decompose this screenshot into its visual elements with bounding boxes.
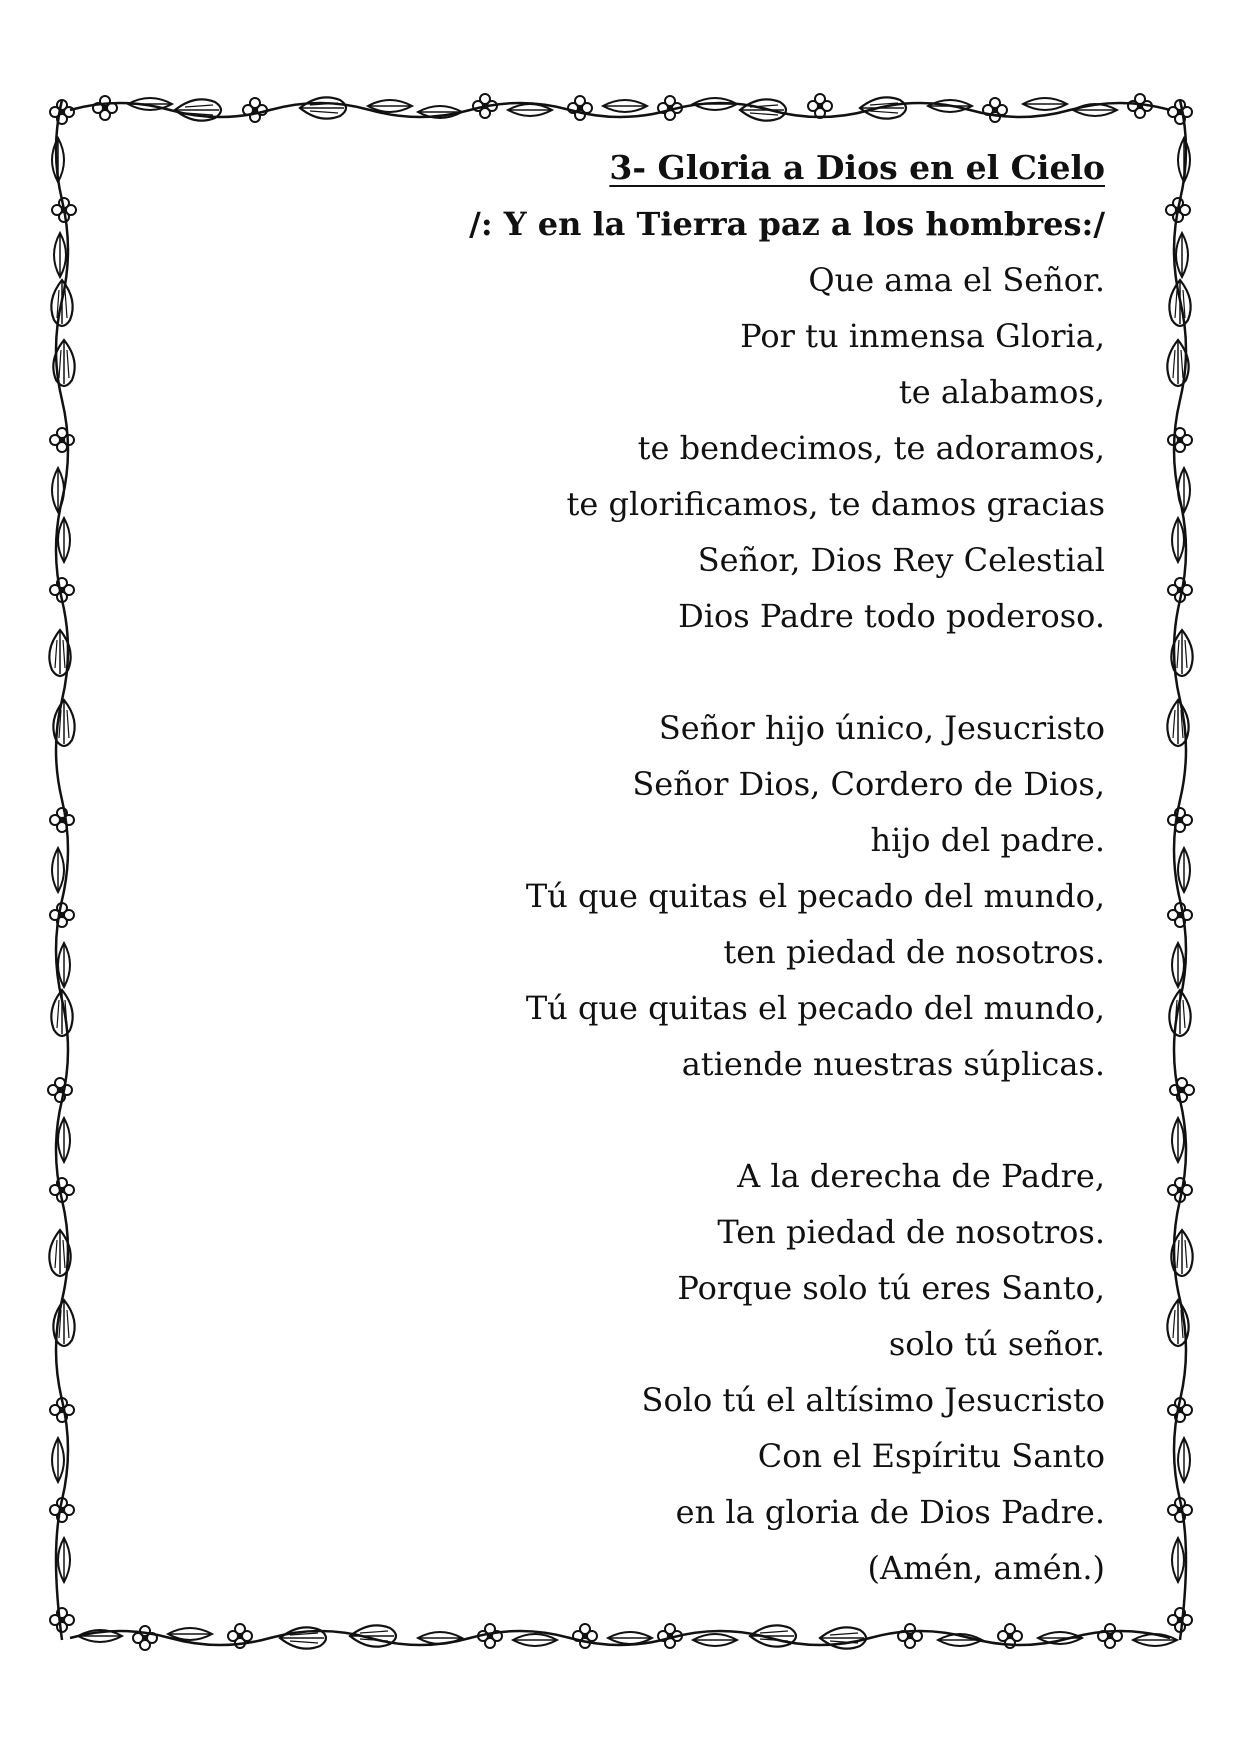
verse-line: Señor Dios, Cordero de Dios,	[632, 765, 1105, 803]
stanza-gap	[345, 1092, 1105, 1148]
verse-line: hijo del padre.	[870, 821, 1105, 859]
verse-line: te bendecimos, te adoramos,	[637, 429, 1105, 467]
verse-line: Solo tú el altísimo Jesucristo	[641, 1381, 1105, 1419]
verse-line: Dios Padre todo poderoso.	[678, 597, 1105, 635]
verse-line: Señor hijo único, Jesucristo	[658, 709, 1105, 747]
stanza-3	[345, 1148, 1105, 1596]
hymn-subtitle: /: Y en la Tierra paz a los hombres:/	[469, 205, 1105, 243]
verse-line: solo tú señor.	[888, 1325, 1105, 1363]
stanza-1	[345, 252, 1105, 644]
verse-line: A la derecha de Padre,	[737, 1157, 1105, 1195]
verse-line: te alabamos,	[898, 373, 1105, 411]
verse-line: Por tu inmensa Gloria,	[740, 317, 1105, 355]
verse-line: Con el Espíritu Santo	[757, 1437, 1105, 1475]
verse-line: (Amén, amén.)	[867, 1549, 1105, 1587]
verse-line: Porque solo tú eres Santo,	[677, 1269, 1105, 1307]
stanza-gap	[345, 644, 1105, 700]
verse-line: Que ama el Señor.	[808, 261, 1105, 299]
verse-line: atiende nuestras súplicas.	[681, 1045, 1105, 1083]
hymn-text	[345, 140, 1105, 1596]
verse-line: en la gloria de Dios Padre.	[675, 1493, 1105, 1531]
stanza-2	[345, 700, 1105, 1092]
verse-line: ten piedad de nosotros.	[723, 933, 1105, 971]
verse-line: Señor, Dios Rey Celestial	[697, 541, 1105, 579]
verse-line: Tú que quitas el pecado del mundo,	[525, 877, 1105, 915]
hymn-title: 3- Gloria a Dios en el Cielo	[609, 148, 1105, 187]
verse-line: Ten piedad de nosotros.	[717, 1213, 1105, 1251]
verse-line: te glorificamos, te damos gracias	[566, 485, 1105, 523]
verse-line: Tú que quitas el pecado del mundo,	[525, 989, 1105, 1027]
